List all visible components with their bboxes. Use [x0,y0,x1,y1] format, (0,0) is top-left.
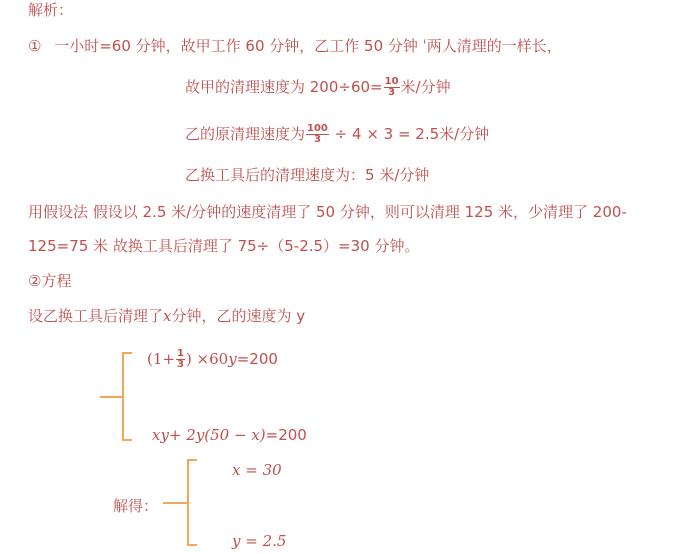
setup-prefix: 设乙换工具后清理了 [28,307,164,325]
assume-line-1: 用假设法 假设以 2.5 米/分钟的速度清理了 50 分钟，则可以清理 125 米，少清理了 200- [28,203,627,221]
eq1-rhs: =200 [236,350,278,368]
speed-yi-fraction [306,124,329,145]
speed-yi-prefix: 乙的原清理速度为 [185,125,306,143]
solve-label: 解得： [113,497,159,515]
speed-jia-line [185,74,451,100]
eq1-frac-num: 1 [176,348,184,359]
method1-text: 一小时=60 分钟，故甲工作 60 分钟，乙工作 50 分钟 ˈ两人清理的一样长， [54,37,562,55]
speed-jia-frac-num: 10 [384,76,399,87]
solution-y: y = 2.5 [232,532,287,550]
eq2-lhs: xy+ 2y(50 − x) [152,426,266,444]
speed-jia-frac-den: 3 [388,87,396,98]
assume-line-2: 125=75 米 故换工具后清理了 75÷（5-2.5）=30 分钟。 [28,237,420,255]
eq1-open: (1+ [147,350,175,368]
speed-yi-frac-num: 100 [307,123,328,134]
speed-yi-suffix: ÷ 4 × 3 = 2.5米/分钟 [334,125,490,143]
eq2-rhs: =200 [265,426,307,444]
heading: 解析： [28,1,74,19]
setup-suffix: 分钟，乙的速度为 y [171,307,306,325]
method1-marker: ① [28,37,42,55]
solution-x: x = 30 [232,461,282,479]
speed-yi-frac-den: 3 [313,134,321,145]
setup-var: x [163,307,172,325]
eq1-frac-den: 3 [176,359,184,370]
speed-yi-line [185,121,489,147]
eq1-close: ) ×60 [185,350,229,368]
speed-jia-prefix: 故甲的清理速度为 200÷60= [185,78,383,96]
speed-jia-suffix: 米/分钟 [400,78,451,96]
eq1-var: y [228,350,237,368]
setup-line [28,306,305,326]
method2-title: ②方程 [28,272,72,290]
method1-line [28,36,562,56]
equation-1 [147,345,278,373]
speed-new-line: 乙换工具后的清理速度为：5 米/分钟 [185,166,430,184]
equation-2 [152,425,307,445]
eq1-fraction [176,349,185,370]
speed-jia-fraction [384,77,400,98]
